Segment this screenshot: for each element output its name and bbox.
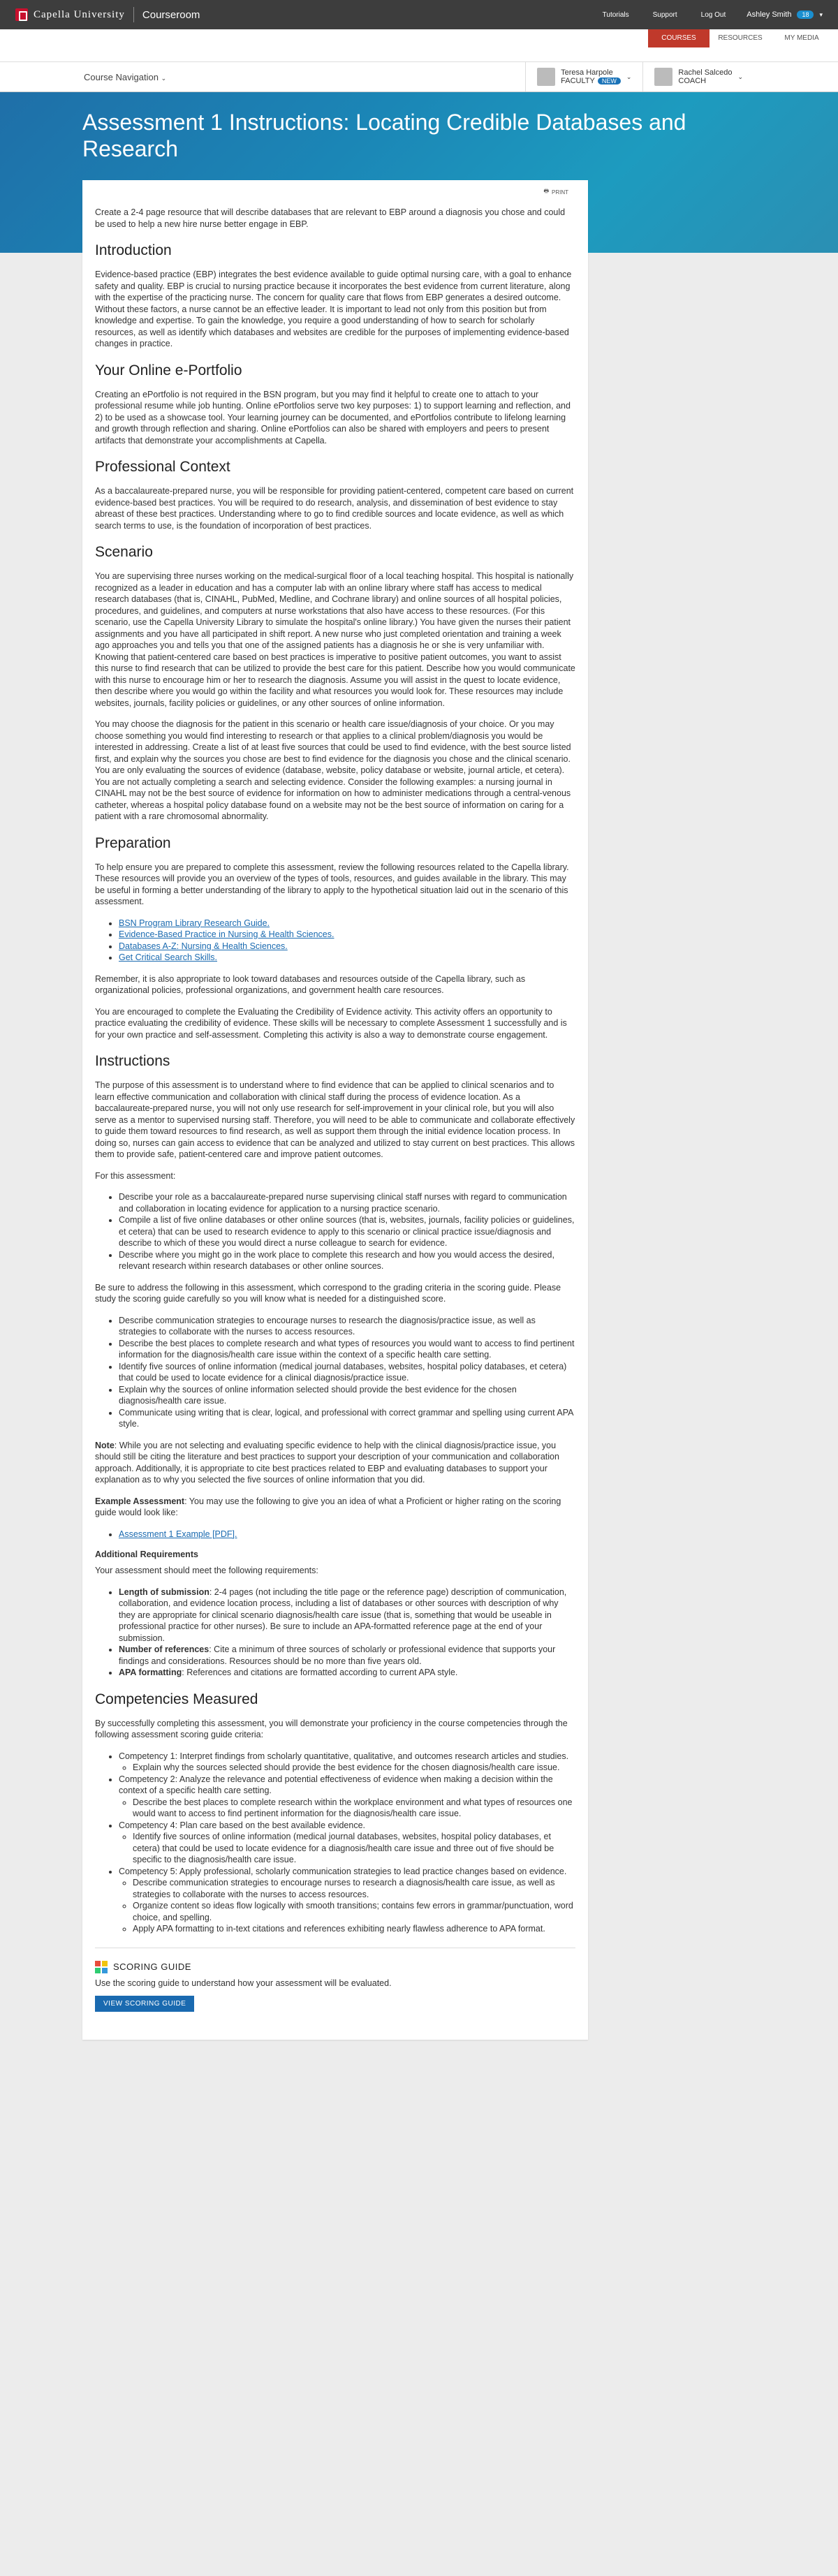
printer-icon: 🖶 [543,188,549,194]
coach-name: Rachel Salcedo [678,68,733,77]
list-item [119,952,575,964]
instructions-text-3: Be sure to address the following in this assessment, which correspond to the grading criteria in the scoring guide. Please study the scoring guide carefully so you will know what is needed for a distinguished score. [95,1282,561,1304]
competencies-list [119,1751,575,1935]
scoring-guide-text: Use the scoring guide to understand how your assessment will be evaluated. [95,1978,392,1988]
note-body: : While you are not selecting and evaluating specific evidence to help with the clinical diagnosis/practice issue, you should still be citing the literature and best practices to support your description of your communication and collaboration approach. Additionally, it is appropriate to cite best practices related to EBP and evaluating databases to support your explanation as to why you selected the five sources of online information that you did. [95,1440,559,1485]
coach-contact[interactable] [642,62,754,91]
databases-link[interactable]: Databases A-Z: Nursing & Health Sciences. [119,941,288,951]
list-item [119,941,575,952]
instructions-card [82,180,588,2040]
chevron-down-icon: ⌄ [161,74,167,82]
coach-info [678,68,732,85]
heading-eportfolio: Your Online e-Portfolio [95,362,242,378]
list-item [119,1529,575,1540]
print-label: PRINT [552,189,568,196]
instructions-text-1: The purpose of this assessment is to understand where to find evidence that can be applied to clinical scenarios and to learn effective communication and collaboration with clinical staff during the process of evidence location. As a baccalaureate-prepared nurse, you will not only use research for self-improvement in your clinical role, but you will also serve as a mentor to supervised nursing staff. Therefore, you will need to be able to communicate and collaborate effectively to guide them toward resources to find research, as well as support them through the initial evidence location process. In doing so, nurses can gain access to evidence that can be analyzed and utilized to stay current on best practices. This allows them to provide safe, patient-centered care and improve patient outcomes. [95,1080,575,1159]
instructions-list-1 [119,1191,575,1272]
scoring-guide-section [95,1948,575,2012]
new-badge: NEW [598,78,621,84]
preparation-text-2: Remember, it is also appropriate to look toward databases and resources outside of the Capella library, such as organizational policies, professional organizations, and government health care resources. [95,973,526,995]
faculty-info [561,68,621,85]
user-menu[interactable] [747,10,823,19]
instructions-text-2: For this assessment: [95,1170,176,1181]
tab-courses[interactable]: COURSES [648,29,710,47]
ebp-link[interactable]: Evidence-Based Practice in Nursing & Health Sciences. [119,929,335,939]
logout-link[interactable]: Log Out [700,10,726,19]
list-item: • Describe your role as a baccalaureate-prepared nurse supervising clinical staff nurses with regard to communication and collaboration in locating evidence for application to a nursing practice scenario. [119,1191,575,1214]
competency-text: Competency 4: Plan care based on the best available evidence. [119,1820,366,1830]
list-item [119,929,575,941]
heading-preparation: Preparation [95,834,171,851]
list-item [119,1774,575,1820]
competency-text: Competency 5: Apply professional, scholarly communication strategies to lead practice changes based on evidence. [119,1866,567,1876]
scoring-guide-header [95,1961,575,1973]
competency-text: Competency 2: Analyze the relevance and potential effectiveness of evidence when making a decision within the context of a specific health care setting. [119,1774,553,1795]
example-body: : You may use the following to give you an idea of what a Proficient or higher rating on the scoring guide would look like: [95,1496,561,1517]
req-label: Length of submission [119,1587,210,1597]
user-name: Ashley Smith [747,10,792,19]
note-label: Note [95,1440,115,1450]
heading-professional-context: Professional Context [95,459,230,475]
req-text: : References and citations are formatted according to current APA style. [182,1668,458,1677]
faculty-contact[interactable] [525,62,642,91]
heading-instructions: Instructions [95,1053,170,1069]
avatar [537,68,555,86]
list-item [119,1587,575,1644]
req-text: : Cite a minimum of three sources of scholarly or professional evidence that supports your findings and considerations. Resources should be no more than five years old. [119,1644,556,1666]
list-item: • Describe communication strategies to encourage nurses to research the diagnosis/practice issue, as well as strategies to collaborate with the nurses to access resources. [119,1315,575,1338]
preparation-text-1: To help ensure you are prepared to complete this assessment, review the following resources related to the Capella library. These resources will provide you an overview of the types of tools, resources, and guides available in the library. This may be useful in forming a better understanding of the library to apply to the hypothetical situation laid out in the scenario of this assessment. [95,862,569,906]
list-item: • Identify five sources of online information (medical journal databases, websites, hospital policy databases, et cetera) that could be used to locate evidence for a clinical diagnosis/practice issue. [119,1361,575,1384]
chevron-down-icon: ⌄ [626,73,632,80]
search-skills-link[interactable]: Get Critical Search Skills. [119,952,218,962]
heading-additional-requirements: Additional Requirements [95,1550,198,1559]
preparation-links [119,918,575,964]
note-text [95,1440,575,1486]
list-item: • Describe the best places to complete research and what types of resources you would want to access to find pertinent information for the diagnosis/health care issue within the context of a specific health care setting. [119,1338,575,1361]
list-item: ◦ Describe the best places to complete research within the workplace environment and what types of resources one would want to access to find pertinent information for the diagnosis/health care issue. [133,1797,575,1820]
instructions-list-2 [119,1315,575,1430]
competency-text: Competency 1: Interpret findings from scholarly quantitative, qualitative, and outcomes research articles and studies. [119,1751,569,1761]
competency-sublist [133,1877,575,1935]
scoring-guide-title: SCORING GUIDE [113,1962,191,1972]
example-links [119,1529,575,1540]
requirements-list [119,1587,575,1679]
list-item [119,1644,575,1667]
list-item [119,1667,575,1679]
course-navigation-label: Course Navigation [84,71,159,82]
example-pdf-link[interactable]: Assessment 1 Example [PDF]. [119,1529,237,1539]
list-item: ◦ Explain why the sources selected should provide the best evidence for the chosen diagnosis/health care issue. [133,1762,575,1774]
competency-sublist [133,1797,575,1820]
req-text: : 2-4 pages (not including the title page or the reference page) description of communication, collaboration, and evidence location process, including a list of databases or other sources with description of why they are appropriate for clinical scenario diagnosis/health care issue (that is, something that would be useable in professional practice for other nurses). Be sure to include an APA-formatted reference page at the end of your submission. [119,1587,567,1643]
brand-name: Capella University [34,8,125,20]
list-item: • Compile a list of five online databases or other online sources (that is, websites, journals, facility policies or guidelines, et cetera) that can be used to research evidence to apply to this scenario or clinical practice issue/diagnosis and describe to which of these you would direct a nurse colleague to search for evidence. [119,1214,575,1249]
support-link[interactable]: Support [652,10,677,19]
faculty-name: Teresa Harpole [561,68,613,77]
intro-text: Create a 2-4 page resource that will describe databases that are relevant to EBP around a diagnosis you chose and could be used to help a new hire nurse better engage in EBP. [95,207,566,229]
preparation-text-3: You are encouraged to complete the Evaluating the Credibility of Evidence activity. This activity offers an opportunity to practice evaluating the credibility of evidence. These skills will be necessary to complete Assessment 1 successfully and is for your own practice and self-assessment. Completing this activity is also a way to demonstrate course engagement. [95,1006,567,1040]
chevron-down-icon: ▾ [819,10,823,18]
top-bar [0,0,838,29]
list-item: ◦ Identify five sources of online information (medical journal databases, websites, hospital policy databases, et cetera) that could be used to locate evidence for a diagnosis/health care issue and three out of five should be specific to the diagnosis/health care issue. [133,1831,575,1866]
tab-my-media[interactable]: MY MEDIA [784,34,819,42]
introduction-text: Evidence-based practice (EBP) integrates the best evidence available to guide optimal nursing care, with a goal to enhance safety and quality. EBP is crucial to nursing practice because it incorporates the best evidence from current literature, along with the expertise of the practicing nurse. The concern for quality care that flows from EBP generates a desired outcome. Without these factors, a nurse cannot be an effective leader. It is important to lead not only from this position but from knowledge and expertise. To gain the knowledge, you require a good understanding of how to search for scholarly resources, as well as identify which databases and websites are credible for the purposes of implementing evidence-based changes in practice. [95,270,572,348]
list-item: ◦ Organize content so ideas flow logically with smooth transitions; contains few errors in grammar/punctuation, word choice, and spelling. [133,1900,575,1923]
heading-introduction: Introduction [95,242,172,258]
heading-competencies: Competencies Measured [95,1691,258,1707]
additional-text: Your assessment should meet the following requirements: [95,1566,318,1575]
list-item: ◦ Describe communication strategies to encourage nurses to research a diagnosis/health care issue, as well as strategies to collaborate with the nurses to access resources. [133,1877,575,1900]
list-item [119,1820,575,1866]
heading-scenario: Scenario [95,544,153,560]
list-item [119,918,575,929]
print-button[interactable] [543,187,568,197]
competency-sublist [133,1762,575,1774]
app-name: Courseroom [142,8,200,21]
context-text: As a baccalaureate-prepared nurse, you will be responsible for providing patient-centered, competent care based on current evidence-based best practices. You will be required to do research, analysis, and dissemination of best evidence to stay abreast of these best practices. Understanding where to go to find credible sources and locate evidence, as well as which search terms to use, is the foundation of incorporation of best practices. [95,486,574,531]
top-links [603,11,726,19]
competencies-text: By successfully completing this assessment, you will demonstrate your proficiency in the course competencies through the following assessment scoring guide criteria: [95,1718,568,1739]
example-label: Example Assessment [95,1496,185,1506]
list-item: • Explain why the sources of online information selected should provide the best evidence for the chosen diagnosis/health care issue. [119,1384,575,1407]
list-item [119,1866,575,1935]
list-item: ◦ Apply APA formatting to in-text citations and references exhibiting nearly flawless adherence to APA format. [133,1923,575,1935]
main-tabs [648,29,832,47]
header-divider [133,7,134,22]
eportfolio-text: Creating an ePortfolio is not required in the BSN program, but you may find it helpful to create one to attach to your professional resume while job hunting. Online ePortfolios serve two key purposes: 1) to support learning and reflection, and 2) to be used as a showcase tool. Your learning journey can be documented, and ePortfolios contribute to lifelong learning and growth through reflection and sharing. Online ePortfolios can also be shared with employers and peers to present artifacts that demonstrate your accomplishments at Capella. [95,389,571,446]
bsn-guide-link[interactable]: BSN Program Library Research Guide. [119,918,270,928]
coach-role: COACH [678,77,707,85]
main-nav-row [0,29,838,61]
course-people [525,62,754,91]
scenario-text-1: You are supervising three nurses working on the medical-surgical floor of a local teaching hospital. This hospital is nationally recognized as a leader in education and has a computer lab with an online library where staff has access to medical research databases (that is, CINAHL, PubMed, Medline, and Cochrane library) and online sources of all hospital policies, procedures, and guidelines, and computers at nurse workstations that also have access to these resources. (For this scenario, use the Capella University Library to simulate the hospital's online library.) You have given the nurses their patient assignments and you have all participated in shift report. A new nurse who just completed orientation and training a week ago approaches you and tells you that one of the assigned patients has a diagnosis he or she is very unfamiliar with. Knowing that patient-centered care based on best practices is imperative to positive patient outcomes, you want to assist this nurse to find research that can be utilized to provide the best care for this patient. Describe how you would communicate with this nurse to encourage him or her to research the diagnosis. Assume you will assist in the quest to locate evidence, then describe where you would go within the facility and what resources you would look for. These resources may include websites, journals, facility policies or guidelines, or any other sources of online information. [95,571,575,708]
scenario-text-2: You may choose the diagnosis for the patient in this scenario or health care issue/diagnosis of your choice. Or you may choose something you would find interesting to research or that applies to a clinical problem/diagnosis you would be interested in addressing. Create a list of at least five sources that could be used to find evidence, with the best source listed first, and explain why the sources you chose are best to find evidence for the diagnosis you chose and the clinical scenario. You are only evaluating the sources of evidence (database, website, policy database or website, journal article, et cetera). You are not actually completing a search and selecting evidence. Consider the following examples: a nursing journal in CINAHL may not be the best source of evidence for information on how to administer medications through a central-venous catheter, whereas a hospital policy database found on a website may not be the best source of information on caring for a patient with a rare chromosomal abnormality. [95,719,571,821]
list-item: • Communicate using writing that is clear, logical, and professional with correct grammar and spelling using current APA style. [119,1407,575,1430]
course-subnav [0,61,838,92]
capella-logo[interactable] [15,8,125,21]
req-label: APA formatting [119,1668,182,1677]
course-navigation-dropdown[interactable] [84,72,166,82]
faculty-role: FACULTY [561,77,595,85]
tab-resources[interactable]: RESOURCES [718,34,763,42]
page-title: Assessment 1 Instructions: Locating Credible Databases and Research [82,110,686,161]
example-text [95,1496,575,1519]
scoring-guide-icon [95,1961,108,1973]
capella-logo-icon [15,8,28,21]
avatar [654,68,672,86]
list-item: • Describe where you might go in the work place to complete this research and how you would access the desired, relevant research within research databases or other online sources. [119,1249,575,1272]
view-scoring-guide-button[interactable]: VIEW SCORING GUIDE [95,1996,194,2012]
tutorials-link[interactable]: Tutorials [602,10,629,19]
competency-sublist [133,1831,575,1866]
list-item [119,1751,575,1774]
notification-badge[interactable]: 18 [797,10,814,19]
req-label: Number of references [119,1644,210,1654]
chevron-down-icon: ⌄ [737,73,743,80]
